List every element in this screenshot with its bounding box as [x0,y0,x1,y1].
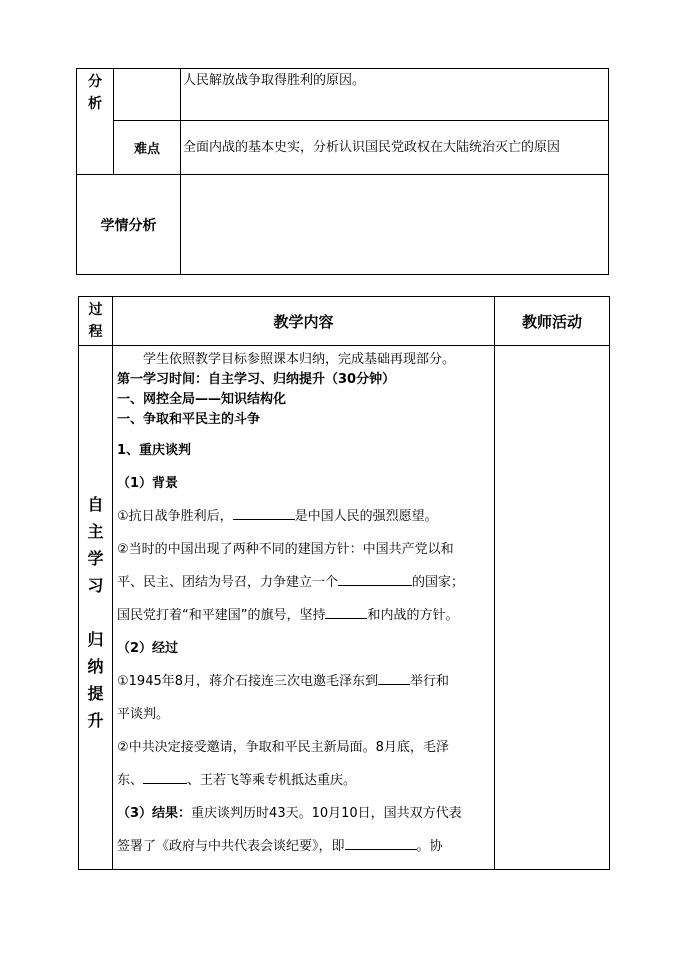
process-header [79,297,113,346]
analysis-label-cell [77,69,114,175]
intro-text: 学生依照教学目标参照课本归纳，完成基础再现部分。 [143,352,456,367]
process-item-2-line-1: ②中共决定接受邀请，争取和平民主新局面。8月底，毛泽 [117,740,449,755]
stage-char: 归 [87,630,104,649]
stage-char: 习 [87,576,104,595]
teacher-activity-header: 教师活动 [495,297,610,346]
learning-analysis-label: 学情分析 [77,175,181,275]
content-header: 教学内容 [113,297,495,346]
fill-blank[interactable] [338,571,412,586]
difficulty-label: 难点 [114,121,181,175]
key-point-text: 人民解放战争取得胜利的原因。 [183,73,366,88]
learning-analysis-text [181,175,609,275]
analysis-label-line2: 析 [88,96,102,112]
process-item-2-line-2: 东、 、王若飞等乘专机抵达重庆。 [117,764,492,797]
background-item-1: ①抗日战争胜利后， 是中国人民的强烈愿望。 [117,500,492,533]
process-item-1-line-2: 平谈判。 [117,707,170,722]
difficulty-text: 全面内战的基本史实，分析认识国民党政权在大陆统治灭亡的原因 [183,139,561,155]
fill-blank[interactable] [345,835,417,850]
analysis-table [76,68,609,275]
session-title: 第一学习时间：自主学习、归纳提升（30分钟） [117,372,396,387]
lesson-table [78,296,610,870]
fill-blank[interactable] [233,505,295,520]
analysis-label-line1: 分 [88,74,102,90]
process-item-1-line-1: ①1945年8月，蒋介石接连三次电邀毛泽东到 举行和 [117,665,492,698]
teacher-activity-cell [495,346,610,870]
process-header-line2: 程 [88,324,103,340]
stage-label [79,346,113,870]
difficulty-text-cell [181,121,609,175]
topic-title: 1、重庆谈判 [117,443,192,458]
key-point-text-cell [181,69,609,121]
background-label: （1）背景 [117,476,179,491]
stage-char: 提 [87,684,104,703]
stage-char: 学 [87,549,104,568]
background-item-2-line-3: 国民党打着“和平建国”的旗号，坚持 和内战的方针。 [117,599,492,632]
teaching-content-cell [113,346,495,870]
key-point-label-cell [114,69,181,121]
process-header-line1: 过 [88,302,103,318]
result-line-1: （3）结果：重庆谈判历时43天。10月10日，国共双方代表 [117,806,462,821]
background-item-2-line-1: ②当时的中国出现了两种不同的建国方针：中国共产党以和 [117,542,454,557]
stage-char: 自 [87,495,104,514]
part-title: 一、争取和平民主的斗争 [117,412,261,427]
stage-char: 升 [87,711,104,730]
section-title: 一、网控全局——知识结构化 [117,392,287,407]
stage-char: 纳 [87,657,104,676]
result-line-2: 签署了《政府与中共代表会谈纪要》，即 。协 [117,830,492,863]
process-label: （2）经过 [117,641,179,656]
background-item-2-line-2: 平、民主、团结为号召，力争建立一个 的国家； [117,566,492,599]
stage-char: 主 [87,522,104,541]
fill-blank[interactable] [143,769,187,784]
fill-blank[interactable] [325,604,367,619]
result-label: （3）结果： [117,806,192,821]
fill-blank[interactable] [378,670,410,685]
